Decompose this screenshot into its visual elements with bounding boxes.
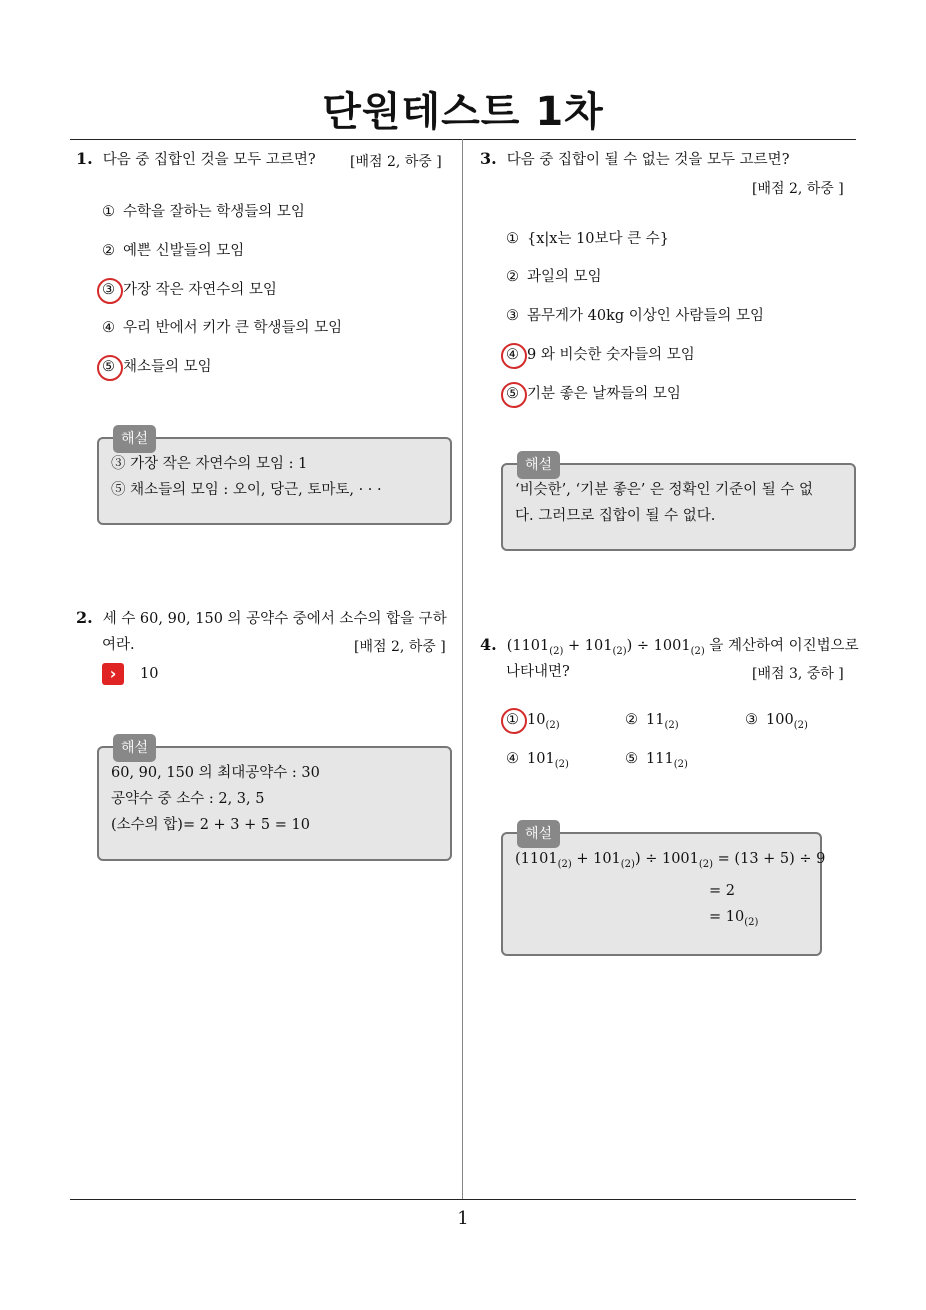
explanation-tag: 해설: [517, 820, 560, 848]
option-3[interactable]: ③ 몸무게가 40kg 이상인 사람들의 모임: [506, 308, 765, 324]
option-5[interactable]: ⑤ $111_{(2)}$: [625, 751, 688, 770]
explanation-tag: 해설: [517, 451, 560, 479]
score-label: [배점 3, 중하 ]: [752, 666, 844, 682]
explanation-line: = $10_{(2)}$: [709, 908, 759, 928]
explanation-line: (소수의 합)= 2 + 3 + 5 = 10: [111, 817, 310, 833]
explanation-line: ⑤ 채소들의 모임 : 오이, 당근, 토마토, · · ·: [111, 482, 382, 498]
explanation-box: [501, 826, 826, 956]
question-4: 4. $(1101_{(2)} + 101_{(2)}) \div 1001_{(2)}$ 을 계산하여 이진법으로: [480, 635, 859, 657]
option-4[interactable]: ④ $101_{(2)}$: [506, 751, 569, 770]
page-title: 단원테스트 1차: [322, 89, 604, 135]
question-2: [76, 605, 447, 632]
arrow-right-icon: ›: [102, 663, 124, 685]
question-text-line-2: 여라.: [102, 637, 135, 653]
question-text-line-2: 나타내면?: [506, 664, 570, 680]
option-1[interactable]: ① $10_{(2)}$: [506, 712, 560, 731]
question-number: 4.: [480, 635, 497, 654]
answer-value: 10: [140, 666, 159, 682]
explanation-box: [97, 431, 452, 525]
option-2[interactable]: ② 예쁜 신발들의 모임: [102, 243, 245, 259]
option-5[interactable]: ⑤ 채소들의 모임: [102, 359, 212, 375]
selected-circle-mark: ③: [102, 282, 115, 298]
explanation-line: ‘비슷한’, ‘기분 좋은’ 은 정확인 기준이 될 수 없: [515, 482, 814, 498]
score-label: [배점 2, 하중 ]: [354, 639, 446, 655]
explanation-line: = 2: [709, 882, 735, 899]
option-3[interactable]: ③ $100_{(2)}$: [745, 712, 808, 731]
score-label: [배점 2, 하중 ]: [350, 154, 442, 170]
bottom-divider: [70, 1199, 856, 1200]
selected-circle-mark: ④: [506, 347, 519, 363]
explanation-box: [501, 457, 856, 551]
question-text: 세 수 60, 90, 150 의 공약수 중에서 소수의 합을 구하: [102, 611, 447, 627]
column-divider: [462, 139, 463, 1200]
question-number: 1.: [76, 149, 93, 168]
option-1[interactable]: ① 수학을 잘하는 학생들의 모임: [102, 204, 305, 220]
answer-row: [102, 661, 158, 687]
explanation-line: $(1101_{(2)} + 101_{(2)}) \div 1001_{(2)} = (13 + 5) \div 9$: [515, 851, 826, 870]
option-1[interactable]: ① {x|x는 10보다 큰 수}: [506, 231, 670, 247]
explanation-line: 다. 그러므로 집합이 될 수 없다.: [515, 508, 716, 524]
selected-circle-mark: ⑤: [102, 359, 115, 375]
selected-circle-mark: ⑤: [506, 386, 519, 402]
question-text: 다음 중 집합인 것을 모두 고르면?: [102, 152, 316, 168]
explanation-tag: 해설: [113, 734, 156, 762]
explanation-tag: 해설: [113, 425, 156, 453]
question-number: 3.: [480, 149, 497, 168]
option-3[interactable]: ③ 가장 작은 자연수의 모임: [102, 282, 277, 298]
page-number: 1: [457, 1208, 469, 1229]
option-5[interactable]: ⑤ 기분 좋은 날짜들의 모임: [506, 386, 681, 402]
question-1: [76, 146, 316, 173]
explanation-line: 60, 90, 150 의 최대공약수 : 30: [111, 765, 320, 781]
explanation-line: ③ 가장 작은 자연수의 모임 : 1: [111, 456, 308, 472]
option-2[interactable]: ② $11_{(2)}$: [625, 712, 679, 731]
option-4[interactable]: ④ 9 와 비슷한 숫자들의 모임: [506, 347, 695, 363]
option-4[interactable]: ④ 우리 반에서 키가 큰 학생들의 모임: [102, 320, 343, 336]
selected-circle-mark: ①: [506, 712, 519, 728]
explanation-box: [97, 740, 452, 861]
option-2[interactable]: ② 과일의 모임: [506, 269, 602, 285]
question-number: 2.: [76, 608, 93, 627]
question-text: 다음 중 집합이 될 수 없는 것을 모두 고르면?: [506, 152, 790, 168]
explanation-line: 공약수 중 소수 : 2, 3, 5: [111, 791, 265, 807]
score-label: [배점 2, 하중 ]: [752, 181, 844, 197]
question-3: [480, 146, 789, 173]
top-divider: [70, 139, 856, 140]
